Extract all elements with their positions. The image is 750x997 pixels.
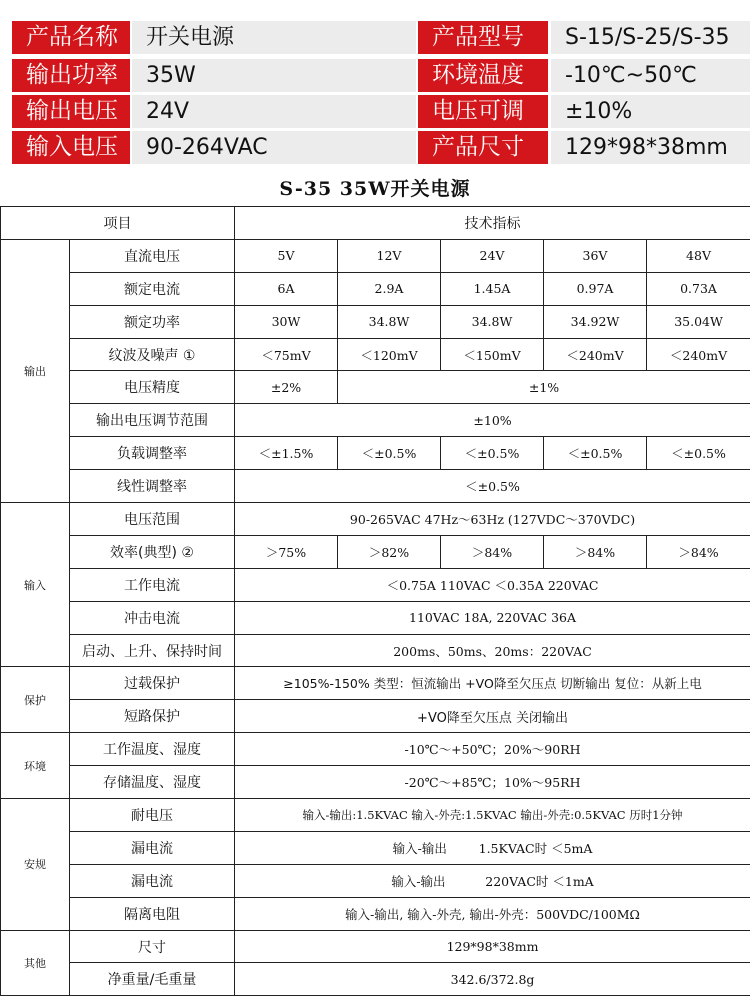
row-label: 启动、上升、保持时间 [70, 634, 235, 667]
table-cell: 110VAC 18A, 220VAC 36A [235, 601, 750, 634]
row-label: 电压范围 [70, 503, 235, 536]
table-cell: 输入-输出, 输入-外壳, 输出-外壳：500VDC/100MΩ [235, 897, 750, 930]
table-cell: ＜±0.5% [338, 437, 441, 470]
table-cell: 0.97A [544, 272, 647, 305]
table-row [1, 535, 750, 568]
category-environment: 环境 [1, 733, 70, 799]
table-cell: ＜±0.5% [647, 437, 750, 470]
row-label: 电压精度 [70, 371, 235, 404]
header-row [0, 95, 750, 128]
row-label: 工作电流 [70, 568, 235, 601]
row-label: 漏电流 [70, 864, 235, 897]
spec-title: S-35 35W开关电源 [279, 178, 471, 200]
header-value: 129*98*38mm [551, 131, 750, 164]
table-row [1, 601, 750, 634]
table-row [1, 963, 750, 996]
table-row [1, 930, 750, 963]
table-cell: +VO降至欠压点 关闭输出 [235, 700, 750, 733]
table-row [1, 404, 750, 437]
table-row [1, 667, 750, 700]
row-label: 效率(典型) ② [70, 535, 235, 568]
table-cell: ±1% [338, 371, 750, 404]
table-cell: 12V [338, 239, 441, 272]
header-value: 开关电源 [132, 21, 416, 54]
row-label: 净重量/毛重量 [70, 963, 235, 996]
row-label: 存储温度、湿度 [70, 766, 235, 799]
row-label: 冲击电流 [70, 601, 235, 634]
table-row [1, 437, 750, 470]
table-cell: 90-265VAC 47Hz～63Hz (127VDC～370VDC) [235, 503, 750, 536]
table-cell: ＜240mV [544, 338, 647, 371]
table-cell: 6A [235, 272, 338, 305]
table-row [1, 470, 750, 503]
column-header-item: 项目 [1, 207, 235, 240]
category-input: 输入 [1, 503, 70, 667]
table-row [1, 338, 750, 371]
header-value: ±10% [551, 95, 750, 128]
table-cell: ＜±0.5% [544, 437, 647, 470]
category-other: 其他 [1, 930, 70, 996]
table-cell: 34.8W [338, 305, 441, 338]
table-cell: ＜75mV [235, 338, 338, 371]
table-row [1, 733, 750, 766]
row-label: 短路保护 [70, 700, 235, 733]
row-label: 负载调整率 [70, 437, 235, 470]
table-row [1, 207, 750, 240]
header-label: 输入电压 [12, 131, 130, 164]
header-value: 90-264VAC [132, 131, 416, 164]
spec-sheet [0, 173, 750, 997]
header-value: -10℃~50℃ [551, 59, 750, 92]
table-cell: ＜±0.5% [441, 437, 544, 470]
header-value: 24V [132, 95, 416, 128]
table-cell: 30W [235, 305, 338, 338]
row-label: 隔离电阻 [70, 897, 235, 930]
row-label: 漏电流 [70, 831, 235, 864]
header-row [0, 59, 750, 92]
table-row [1, 371, 750, 404]
table-cell: 34.92W [544, 305, 647, 338]
category-protection: 保护 [1, 667, 70, 733]
table-cell: 36V [544, 239, 647, 272]
table-cell: 342.6/372.8g [235, 963, 750, 996]
table-cell: ≥105%-150% 类型：恒流输出 +VO降至欠压点 切断输出 复位：从新上电 [235, 667, 750, 700]
table-cell: 24V [441, 239, 544, 272]
header-value: 35W [132, 59, 416, 92]
table-row [1, 568, 750, 601]
table-row [1, 799, 750, 832]
row-label: 直流电压 [70, 239, 235, 272]
category-safety: 安规 [1, 799, 70, 931]
table-cell: 1.45A [441, 272, 544, 305]
table-cell: ±10% [235, 404, 750, 437]
table-row [1, 239, 750, 272]
row-label: 工作温度、湿度 [70, 733, 235, 766]
table-row [1, 634, 750, 667]
table-row [1, 766, 750, 799]
table-cell: ＞82% [338, 535, 441, 568]
table-cell: ＜150mV [441, 338, 544, 371]
table-cell: ＜240mV [647, 338, 750, 371]
table-cell: -20℃～+85℃；10%～95RH [235, 766, 750, 799]
header-label: 产品名称 [12, 21, 130, 54]
row-label: 额定电流 [70, 272, 235, 305]
row-label: 额定功率 [70, 305, 235, 338]
table-cell: 输入-输出 220VAC时 ＜1mA [235, 864, 750, 897]
table-cell: ＜±0.5% [235, 470, 750, 503]
header-label: 输出功率 [12, 59, 130, 92]
product-header [0, 0, 750, 170]
table-cell: 5V [235, 239, 338, 272]
header-label: 电压可调 [418, 95, 548, 128]
table-cell: 200ms、50ms、20ms：220VAC [235, 634, 750, 667]
table-cell: 输入-输出 1.5KVAC时 ＜5mA [235, 831, 750, 864]
column-header-spec: 技术指标 [235, 207, 750, 240]
row-label: 尺寸 [70, 930, 235, 963]
table-cell: ＜±1.5% [235, 437, 338, 470]
table-cell: 129*98*38mm [235, 930, 750, 963]
row-label: 耐电压 [70, 799, 235, 832]
table-row [1, 272, 750, 305]
table-cell: ＞75% [235, 535, 338, 568]
header-label: 产品尺寸 [418, 131, 548, 164]
header-value: S-15/S-25/S-35 [551, 21, 750, 54]
table-cell: -10℃～+50℃；20%～90RH [235, 733, 750, 766]
table-cell: ±2% [235, 371, 338, 404]
table-row [1, 700, 750, 733]
header-label: 环境温度 [418, 59, 548, 92]
table-cell: ＞84% [647, 535, 750, 568]
table-cell: ＞84% [544, 535, 647, 568]
table-cell: ＞84% [441, 535, 544, 568]
table-row [1, 864, 750, 897]
header-row [0, 131, 750, 164]
table-cell: 输入-输出:1.5KVAC 输入-外壳:1.5KVAC 输出-外壳:0.5KVAC 历时1分钟 [235, 799, 750, 832]
category-output: 输出 [1, 239, 70, 502]
table-cell: 34.8W [441, 305, 544, 338]
header-label: 产品型号 [418, 21, 548, 54]
table-cell: ＜120mV [338, 338, 441, 371]
table-row [1, 503, 750, 536]
row-label: 线性调整率 [70, 470, 235, 503]
table-cell: 2.9A [338, 272, 441, 305]
spec-table [0, 206, 750, 996]
table-row [1, 897, 750, 930]
table-cell: ＜0.75A 110VAC ＜0.35A 220VAC [235, 568, 750, 601]
header-row [0, 21, 750, 54]
row-label: 纹波及噪声 ① [70, 338, 235, 371]
table-cell: 35.04W [647, 305, 750, 338]
table-row [1, 305, 750, 338]
table-row [1, 831, 750, 864]
header-label: 输出电压 [12, 95, 130, 128]
row-label: 输出电压调节范围 [70, 404, 235, 437]
row-label: 过载保护 [70, 667, 235, 700]
table-cell: 0.73A [647, 272, 750, 305]
table-cell: 48V [647, 239, 750, 272]
